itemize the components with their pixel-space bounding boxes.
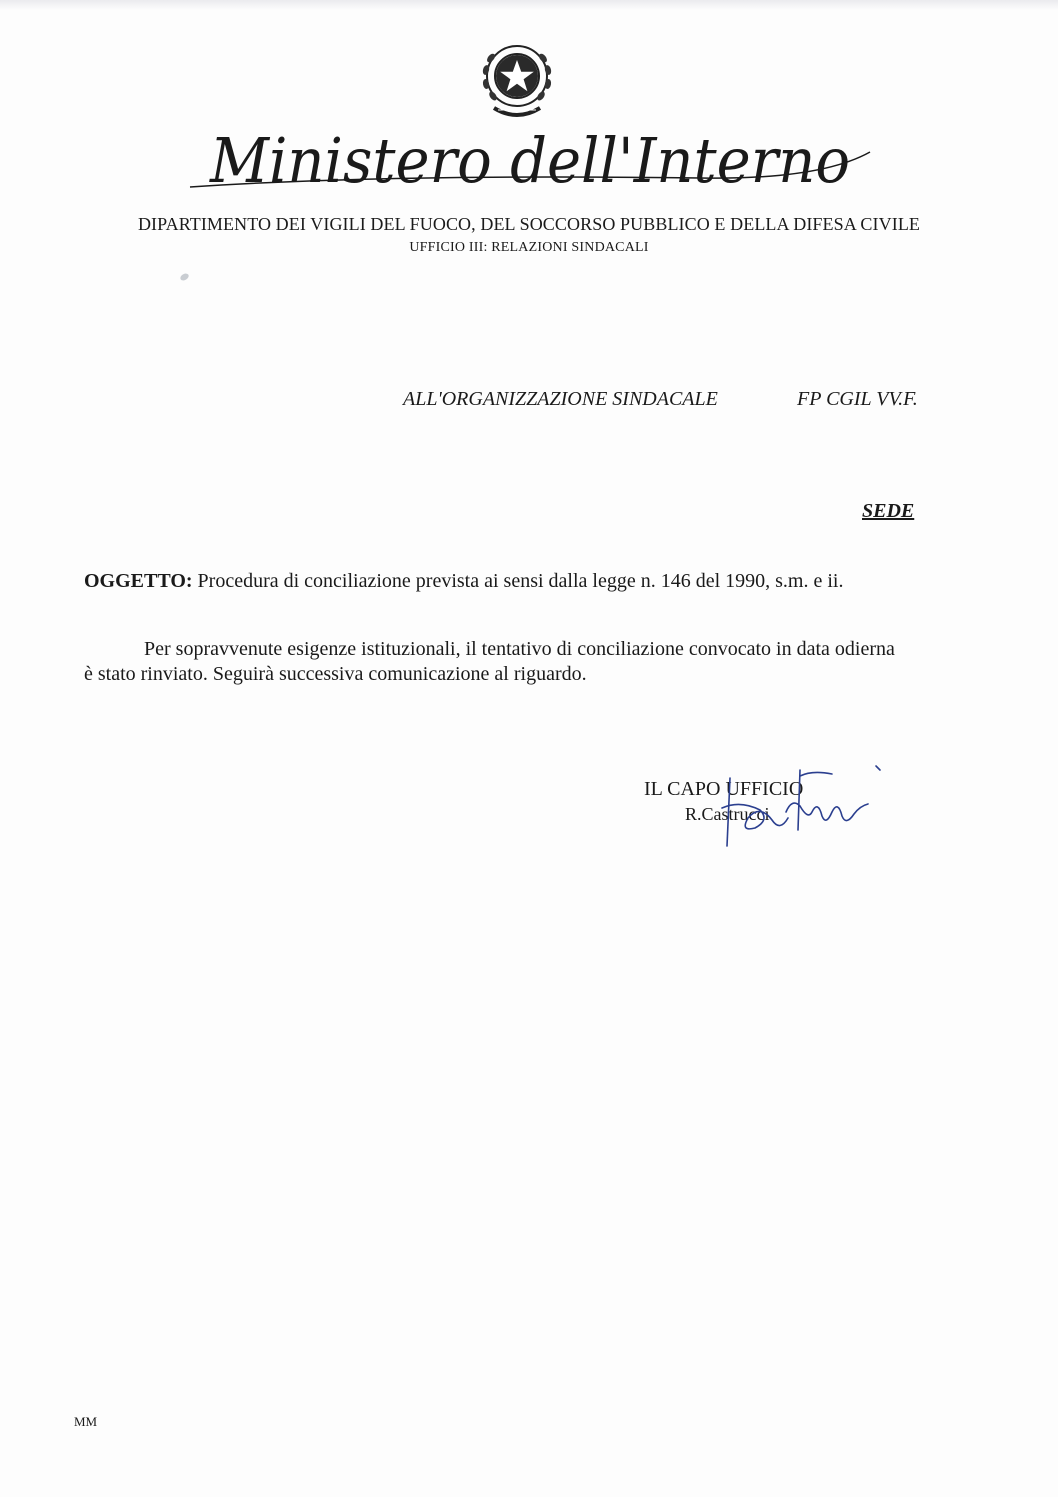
scan-speck bbox=[179, 272, 190, 282]
body-line-2: è stato rinviato. Seguirà successiva comunicazione al riguardo. bbox=[84, 663, 587, 685]
department-line: DIPARTIMENTO DEI VIGILI DEL FUOCO, DEL SOCCORSO PUBBLICO E DELLA DIFESA CIVILE bbox=[137, 214, 921, 234]
ministry-logotype bbox=[180, 112, 880, 202]
body-line-1: Per sopravvenute esigenze istituzionali, il tentativo di conciliazione convocato in data odierna bbox=[144, 638, 895, 660]
recipient-name: FP CGIL VV.F. bbox=[797, 388, 918, 410]
svg-text:Ministero dell'Interno: Ministero dell'Interno bbox=[209, 124, 851, 197]
office-line: UFFICIO III: RELAZIONI SINDACALI bbox=[409, 240, 649, 255]
typist-initials: MM bbox=[74, 1414, 98, 1429]
subject-text: Procedura di conciliazione prevista ai sensi dalla legge n. 146 del 1990, s.m. e ii. bbox=[197, 570, 844, 592]
handwritten-signature bbox=[700, 760, 890, 850]
subject-label: OGGETTO: bbox=[84, 570, 193, 592]
recipient-location: SEDE bbox=[862, 500, 915, 522]
letter-body bbox=[84, 637, 969, 687]
signatory-name: R.Castrucci bbox=[685, 804, 770, 824]
subject-line bbox=[84, 570, 843, 593]
signatory-title: IL CAPO UFFICIO bbox=[644, 778, 804, 800]
recipient-organization: ALL'ORGANIZZAZIONE SINDACALE bbox=[403, 388, 718, 410]
scan-edge bbox=[0, 0, 1058, 10]
